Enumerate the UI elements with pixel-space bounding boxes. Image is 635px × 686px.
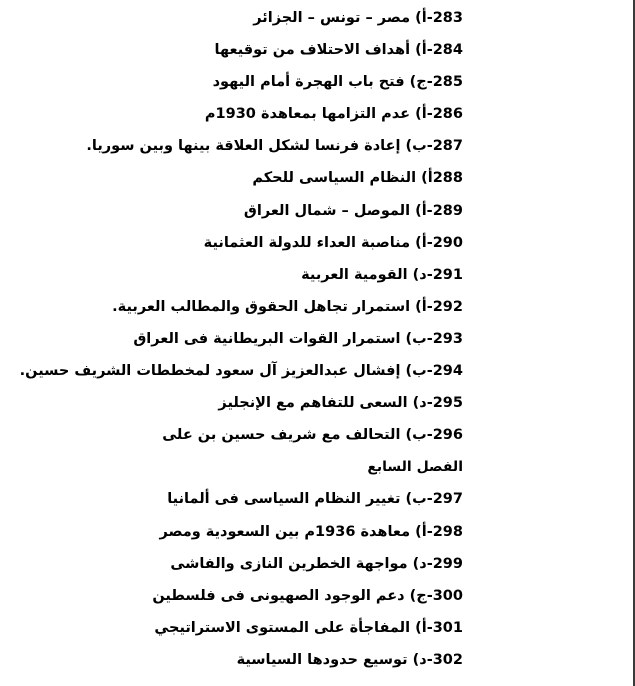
answer-item-300: 300-ج) دعم الوجود الصهيونى فى فلسطين bbox=[152, 587, 463, 604]
answer-item-298: 298-أ) معاهدة 1936م بين السعودية ومصر bbox=[159, 523, 463, 540]
answer-item-285: 285-ج) فتح باب الهجرة أمام اليهود bbox=[212, 74, 463, 91]
answer-item-295: 295-د) السعى للتفاهم مع الإنجليز bbox=[218, 395, 463, 412]
answer-item-296: 296-ب) التحالف مع شريف حسين بن على bbox=[162, 427, 463, 444]
answer-item-286: 286-أ) عدم التزامها بمعاهدة 1930م bbox=[204, 106, 463, 123]
answer-item-292: 292-أ) استمرار تجاهل الحقوق والمطالب العربية. bbox=[112, 298, 463, 315]
answer-item-287: 287-ب) إعادة فرنسا لشكل العلاقة بينها وبين سوريا. bbox=[86, 138, 463, 155]
answer-item-301: 301-أ) المفاجأة على المستوى الاستراتيجي bbox=[154, 619, 463, 636]
answer-item-283: 283-أ) مصر – تونس – الجزائر bbox=[253, 10, 463, 26]
answer-item-293: 293-ب) استمرار القوات البريطانية فى العراق bbox=[133, 330, 463, 347]
answer-item-299: 299-د) مواجهة الخطرين النازى والفاشى bbox=[170, 555, 463, 572]
answer-item-289: 289-أ) الموصل – شمال العراق bbox=[243, 202, 463, 219]
answer-item-290: 290-أ) مناصبة العداء للدولة العثمانية bbox=[203, 234, 463, 251]
chapter-seven-heading: الفصل السابع bbox=[367, 459, 463, 476]
answer-item-297: 297-ب) تغيير النظام السياسى فى ألمانيا bbox=[167, 491, 463, 508]
answer-list bbox=[8, 3, 463, 677]
answer-item-284: 284-أ) أهداف الاحتلاف من توقيعها bbox=[214, 42, 463, 59]
answer-item-294: 294-ب) إفشال عبدالعزيز آل سعود لمخططات الشريف حسين. bbox=[19, 363, 463, 380]
answer-item-291: 291-د) القومية العربية bbox=[301, 266, 463, 283]
answer-item-302: 302-د) توسيع حدودها السياسية bbox=[236, 651, 463, 668]
answer-item-288: 288أ) النظام السياسى للحكم bbox=[252, 170, 463, 187]
